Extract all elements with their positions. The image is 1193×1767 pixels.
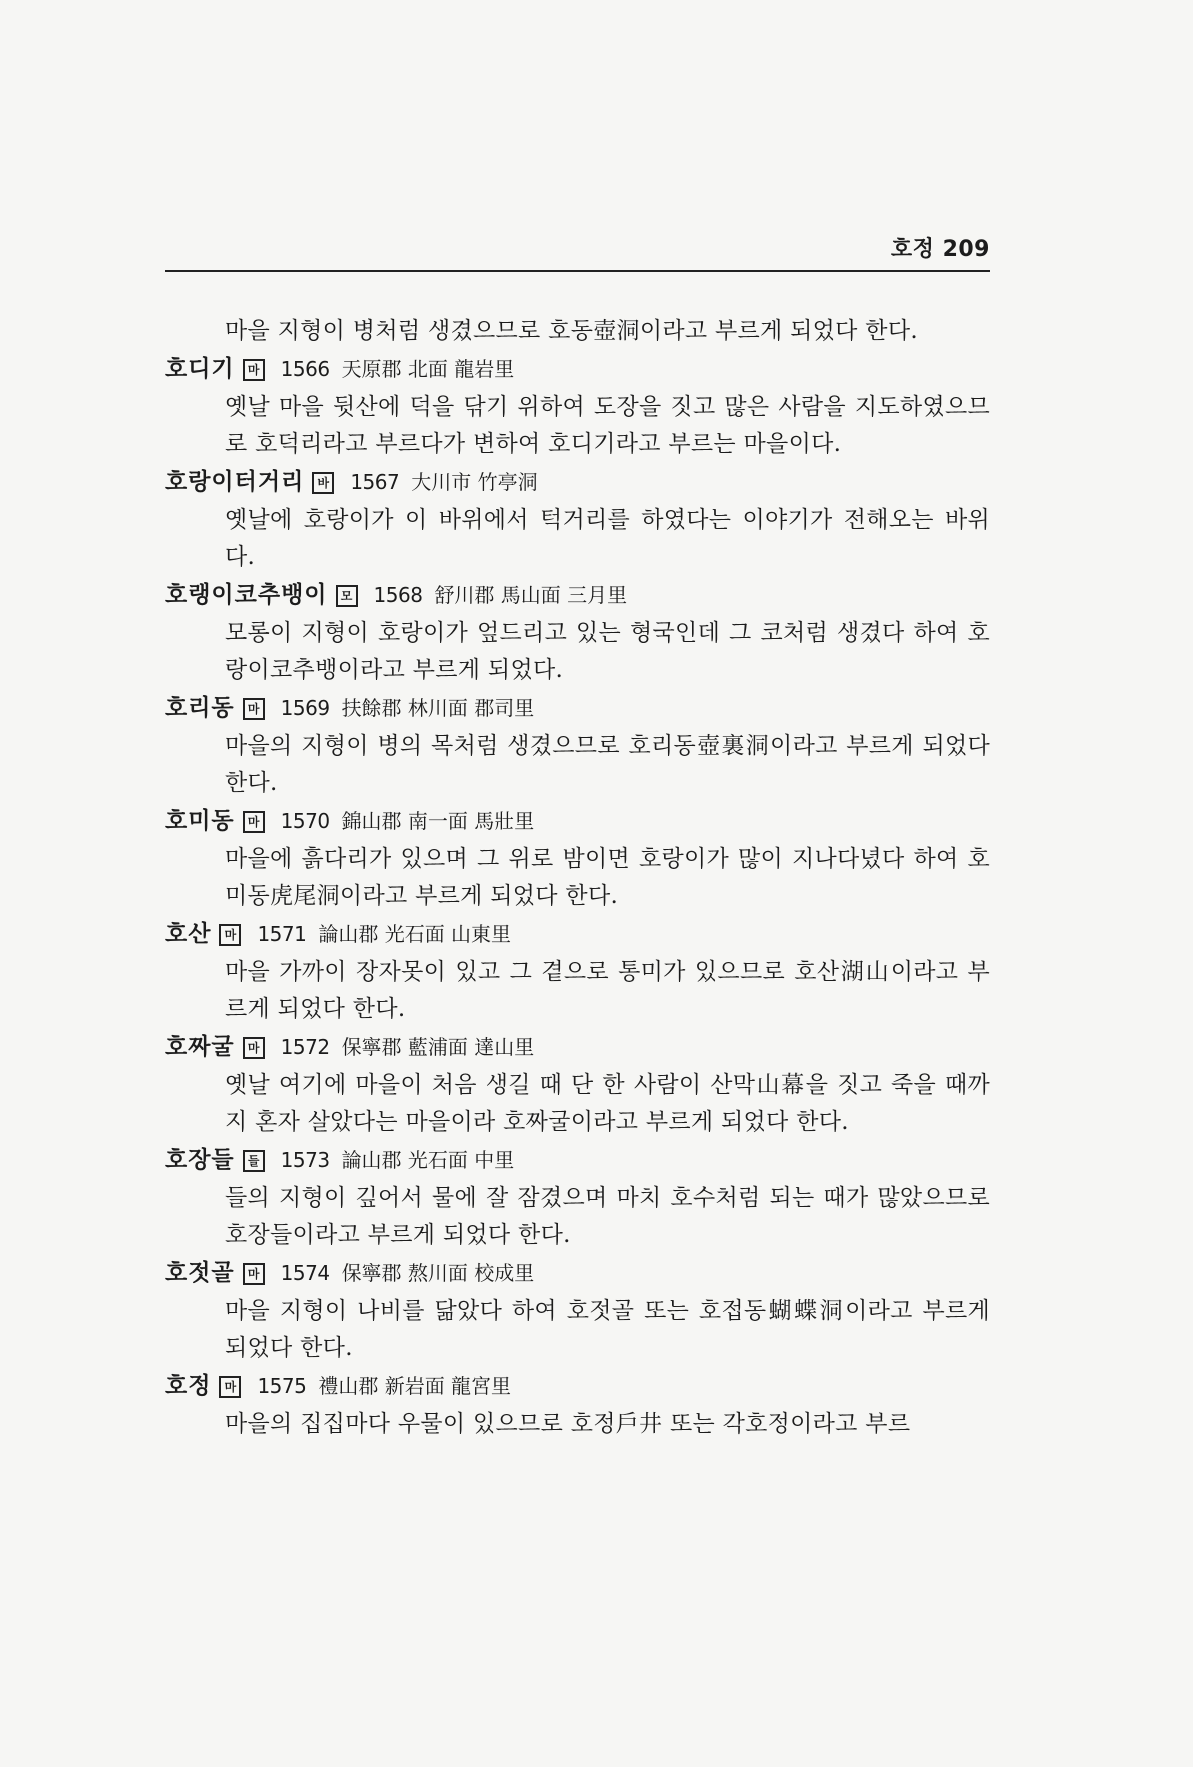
dictionary-content: [165, 313, 990, 1443]
entry-text: 옛날 마을 뒷산에 덕을 닦기 위하여 도장을 짓고 많은 사람을 지도하였으므로 호덕리라고 부르다가 변하여 호디기라고 부르는 마을이다.: [225, 394, 990, 457]
entry-heading: [165, 1254, 990, 1293]
entry-text: 모롱이 지형이 호랑이가 엎드리고 있는 형국인데 그 코처럼 생겼다 하여 호랑이코추뱅이라고 부르게 되었다.: [225, 620, 990, 683]
entry: [165, 689, 990, 802]
headword: 호디기: [165, 356, 235, 382]
entry-location: 大川市 竹亭洞: [411, 470, 538, 494]
type-mark-icon: 모: [336, 585, 358, 607]
entry-location: 舒川郡 馬山面 三月里: [434, 583, 628, 607]
entry: [165, 463, 990, 576]
entry: [165, 576, 990, 689]
entry-number: 1572: [280, 1035, 330, 1059]
headword: 호미동: [165, 808, 235, 834]
entry-number: 1574: [280, 1261, 330, 1285]
entry-text: 마을의 지형이 병의 목처럼 생겼으므로 호리동壺裏洞이라고 부르게 되었다 한다.: [225, 733, 990, 796]
entry-number: 1566: [280, 357, 330, 381]
entry-location: 保寧郡 熬川面 校成里: [341, 1261, 535, 1285]
entry-location: 保寧郡 藍浦面 達山里: [341, 1035, 535, 1059]
entry-number: 1571: [257, 922, 307, 946]
entry: [165, 915, 990, 1028]
entry: [165, 350, 990, 463]
page-header: [165, 228, 990, 272]
entry-location: 禮山郡 新岩面 龍宮里: [318, 1374, 512, 1398]
entry-number: 1573: [280, 1148, 330, 1172]
entry-heading: [165, 1028, 990, 1067]
entry-location: 天原郡 北面 龍岩里: [341, 357, 515, 381]
entry-number: 1575: [257, 1374, 307, 1398]
entry: [165, 1254, 990, 1367]
type-mark-icon: 마: [243, 698, 265, 720]
entry-heading: [165, 915, 990, 954]
entry-heading: [165, 1141, 990, 1180]
entry-number: 1567: [350, 470, 400, 494]
headword: 호리동: [165, 695, 235, 721]
headword: 호랑이터거리: [165, 469, 305, 495]
entry-text: 들의 지형이 깊어서 물에 잘 잠겼으며 마치 호수처럼 되는 때가 많았으므로 호장들이라고 부르게 되었다 한다.: [225, 1185, 990, 1248]
type-mark-icon: 마: [243, 359, 265, 381]
headword: 호산: [165, 921, 212, 947]
type-mark-icon: 마: [219, 924, 241, 946]
entry-text: 마을 가까이 장자못이 있고 그 곁으로 통미가 있으므로 호산湖山이라고 부르게 되었다 한다.: [225, 959, 990, 1022]
entry-text: 옛날에 호랑이가 이 바위에서 턱거리를 하였다는 이야기가 전해오는 바위다.: [225, 507, 990, 570]
entry-heading: [165, 463, 990, 502]
entry-heading: [165, 576, 990, 615]
entry-heading: [165, 1367, 990, 1406]
type-mark-icon: 마: [243, 1037, 265, 1059]
entry-number: 1569: [280, 696, 330, 720]
type-mark-icon: 마: [219, 1376, 241, 1398]
entry-location: 錦山郡 南一面 馬壯里: [341, 809, 535, 833]
headword: 호장들: [165, 1147, 235, 1173]
entry-location: 論山郡 光石面 中里: [341, 1148, 515, 1172]
entry: [165, 802, 990, 915]
entry-location: 論山郡 光石面 山東里: [318, 922, 512, 946]
headword: 호정: [165, 1373, 212, 1399]
headword: 호젓골: [165, 1260, 235, 1286]
running-head: 호정 209: [890, 237, 990, 262]
entry-text: 마을 지형이 나비를 닮았다 하여 호젓골 또는 호접동蝴蝶洞이라고 부르게 되었다 한다.: [225, 1298, 990, 1361]
type-mark-icon: 바: [312, 472, 334, 494]
entry-location: 扶餘郡 林川面 郡司里: [341, 696, 535, 720]
entry: [165, 1141, 990, 1254]
headword: 호짜굴: [165, 1034, 235, 1060]
headword: 호랭이코추뱅이: [165, 582, 328, 608]
entry: [165, 1367, 990, 1443]
type-mark-icon: 마: [243, 811, 265, 833]
entry-text: 옛날 여기에 마을이 처음 생길 때 단 한 사람이 산막山幕을 짓고 죽을 때까지 혼자 살았다는 마을이라 호짜굴이라고 부르게 되었다 한다.: [225, 1072, 990, 1135]
entry-text: 마을에 흙다리가 있으며 그 위로 밤이면 호랑이가 많이 지나다녔다 하여 호미동虎尾洞이라고 부르게 되었다 한다.: [225, 846, 990, 909]
continuation-text: 마을 지형이 병처럼 생겼으므로 호동壺洞이라고 부르게 되었다 한다.: [225, 318, 918, 344]
entry-heading: [165, 802, 990, 841]
entry-text: 마을의 집집마다 우물이 있으므로 호정戶井 또는 각호정이라고 부르: [225, 1411, 911, 1437]
entry-number: 1568: [373, 583, 423, 607]
type-mark-icon: 마: [243, 1263, 265, 1285]
type-mark-icon: 들: [243, 1150, 265, 1172]
entry-heading: [165, 689, 990, 728]
entry: [165, 1028, 990, 1141]
entry-heading: [165, 350, 990, 389]
entry-number: 1570: [280, 809, 330, 833]
